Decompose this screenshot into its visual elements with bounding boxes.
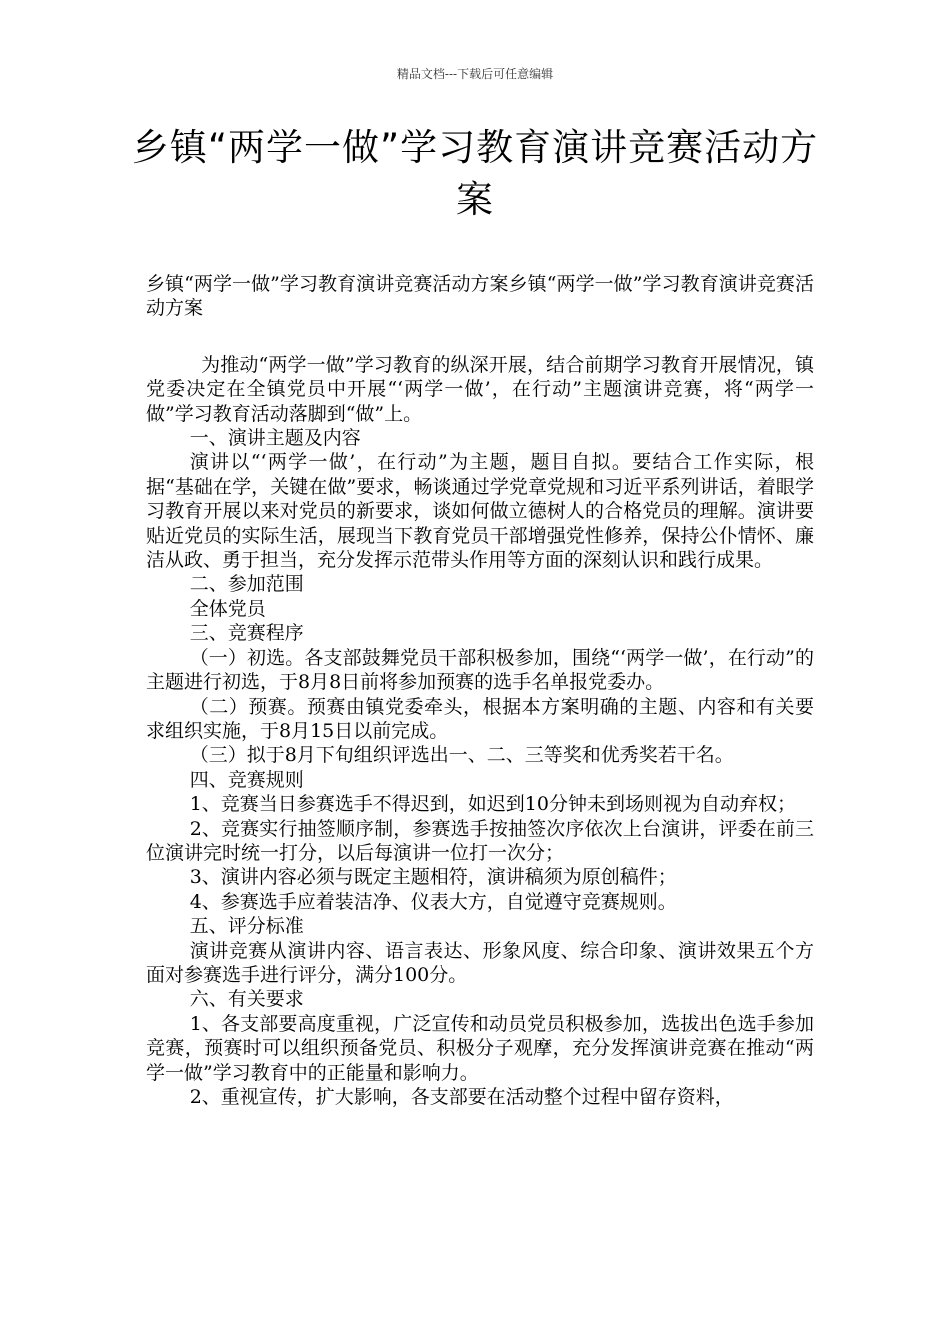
- paragraph: （一）初选。各支部鼓舞党员干部积极参加，围绕“‘两学一做’，在行动”的主题进行初选，于8月8日前将参加预赛的选手名单报党委办。: [146, 646, 814, 694]
- paragraph: 3、演讲内容必须与既定主题相符，演讲稿须为原创稿件；: [189, 866, 677, 889]
- paragraph: 2、重视宣传，扩大影响，各支部要在活动整个过程中留存资料，: [189, 1086, 734, 1108]
- paragraph: 演讲竞赛从演讲内容、语言表达、形象风度、综合印象、演讲效果五个方面对参赛选手进行评分，满分100分。: [146, 939, 814, 986]
- paragraph: 2、竞赛实行抽签顺序制，参赛选手按抽签次序依次上台演讲，评委在前三位演讲完时统一打分，以后每演讲一位打一次分；: [146, 817, 814, 864]
- document-title: 乡镇“两学一做”学习教育演讲竞赛活动方案: [131, 126, 819, 221]
- paragraph: 演讲以“‘两学一做’，在行动”为主题，题目自拟。要结合工作实际，根据“基础在学，关键在做”要求，畅谈通过学党章党规和习近平系列讲话，着眼学习教育开展以来对党员的新要求，谈如何做立德树人的合格党员的理解。演讲要贴近党员的实际生活，展现当下教育党员干部增强党性修养，保持公仆情怀、廉洁从政、勇于担当，充分发挥示范带头作用等方面的深刻认识和践行成果。: [146, 451, 814, 572]
- paragraph: 三、竞赛程序: [189, 622, 304, 645]
- paragraph: 一、演讲主题及内容: [189, 427, 361, 450]
- paragraph: （二）预赛。预赛由镇党委牵头，根据本方案明确的主题、内容和有关要求组织实施，于8月15日以前完成。: [146, 695, 814, 742]
- document-body: [146, 272, 814, 1109]
- paragraph: 全体党员: [189, 597, 266, 620]
- paragraph: 二、参加范围: [189, 573, 304, 596]
- paragraph: 1、竞赛当日参赛选手不得迟到，如迟到10分钟未到场则视为自动弃权；: [189, 793, 796, 816]
- paragraph: 五、评分标准: [189, 915, 304, 938]
- paragraph: 六、有关要求: [189, 988, 304, 1011]
- paragraph: 为推动“两学一做”学习教育的纵深开展，结合前期学习教育开展情况，镇党委决定在全镇党员中开展“‘两学一做’，在行动”主题演讲竞赛，将“两学一做”学习教育活动落脚到“做”上。: [146, 353, 814, 425]
- paragraph: 4、参赛选手应着装洁净、仪表大方，自觉遵守竞赛规则。: [189, 890, 677, 913]
- paragraph: 乡镇“两学一做”学习教育演讲竞赛活动方案乡镇“两学一做”学习教育演讲竞赛活动方案: [146, 273, 814, 320]
- header-note: 精品文档---下载后可任意编辑: [396, 67, 554, 81]
- paragraph: （三）拟于8月下旬组织评选出一、二、三等奖和优秀奖若干名。: [189, 744, 734, 767]
- paragraph: 1、各支部要高度重视，广泛宣传和动员党员积极参加，选拔出色选手参加竞赛，预赛时可以组织预备党员、积极分子观摩，充分发挥演讲竞赛在推动“两学一做”学习教育中的正能量和影响力。: [146, 1012, 814, 1084]
- paragraph: 四、竞赛规则: [189, 768, 304, 791]
- paragraph-gap: [146, 321, 814, 353]
